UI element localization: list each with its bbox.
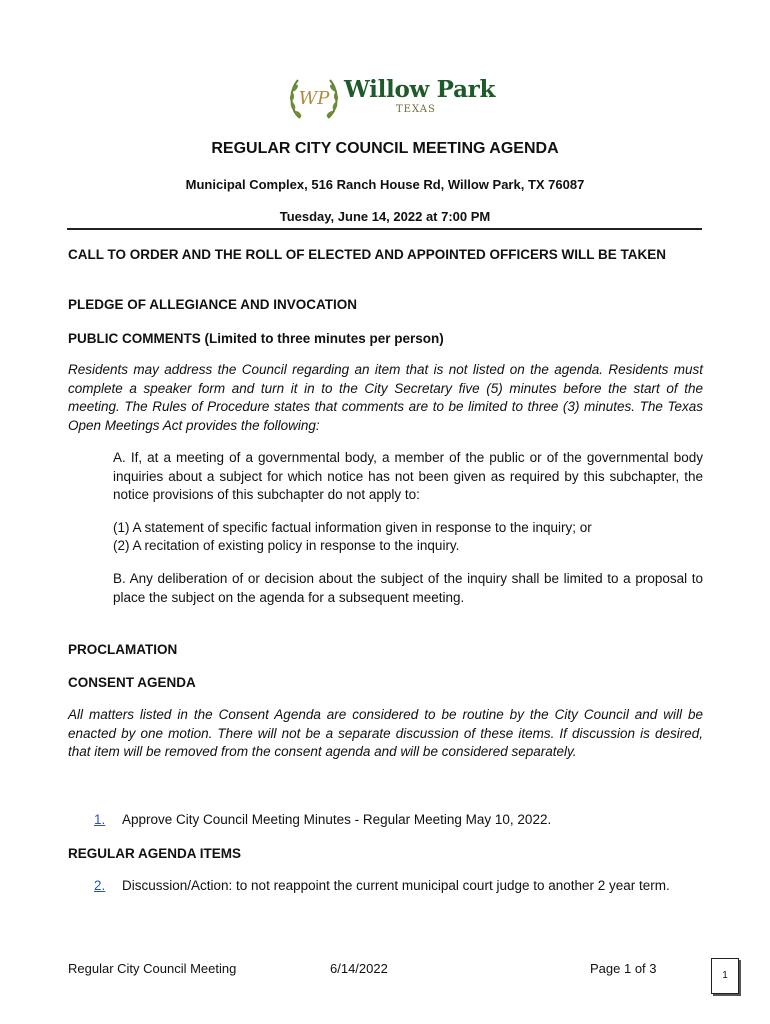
call-to-order-heading: CALL TO ORDER AND THE ROLL OF ELECTED AND APPOINTED OFFICERS WILL BE TAKEN <box>68 247 667 262</box>
item-text: Discussion/Action: to not reappoint the current municipal court judge to another 2 year term. <box>122 878 670 893</box>
page-number-box: 1 <box>711 958 739 994</box>
wreath-emblem-icon <box>286 70 342 126</box>
quote-2: (2) A recitation of existing policy in response to the inquiry. <box>113 538 460 553</box>
item-number-link[interactable]: 2. <box>94 878 106 893</box>
svg-text:WP: WP <box>298 88 330 109</box>
quote-1: (1) A statement of specific factual information given in response to the inquiry; or <box>113 520 592 535</box>
meeting-location: Municipal Complex, 516 Ranch House Rd, Willow Park, TX 76087 <box>185 177 585 192</box>
pledge-heading: PLEDGE OF ALLEGIANCE AND INVOCATION <box>68 297 358 312</box>
footer-date: 6/14/2022 <box>330 961 388 976</box>
quote-b: B. Any deliberation of or decision about the subject of the inquiry shall be limited to a proposal to place the subject on the agenda for a subsequent meeting. <box>113 571 703 605</box>
proclamation-heading: PROCLAMATION <box>68 642 178 657</box>
public-comments-text: Residents may address the Council regarding an item that is not listed on the agenda. Residents must complete a speaker form and turn it in to the City Secretary five (5) minutes before the start of the meeting. The Rules of Procedure states that comments are to be limited to three (3) minutes. The Texas Open Meetings Act provides the following: <box>68 362 703 433</box>
page-title: REGULAR CITY COUNCIL MEETING AGENDA <box>211 140 559 157</box>
quote-a: A. If, at a meeting of a governmental body, a member of the public or of the governmental body inquiries about a subject for which notice has not been given as required by this subchapter, the notice provisions of this subchapter do not apply to: <box>113 450 703 502</box>
footer-meeting-name: Regular City Council Meeting <box>68 961 237 976</box>
regular-agenda-heading: REGULAR AGENDA ITEMS <box>68 846 242 861</box>
city-logo <box>286 70 496 126</box>
meeting-datetime: Tuesday, June 14, 2022 at 7:00 PM <box>279 209 491 224</box>
footer-page: Page 1 of 3 <box>590 961 657 976</box>
consent-agenda-text: All matters listed in the Consent Agenda are considered to be routine by the City Council and will be enacted by one motion. There will not be a separate discussion of these items. If discussion is desired, that item will be removed from the consent agenda and will be considered separately. <box>68 707 703 759</box>
list-item <box>94 811 704 830</box>
logo-name: Willow Park <box>344 76 496 103</box>
item-text: Approve City Council Meeting Minutes - Regular Meeting May 10, 2022. <box>122 812 552 827</box>
header-divider <box>67 228 702 230</box>
consent-agenda-heading: CONSENT AGENDA <box>68 675 196 690</box>
item-number-link[interactable]: 1. <box>94 812 106 827</box>
list-item <box>94 877 704 896</box>
logo-subtitle: TEXAS <box>396 104 436 115</box>
public-comments-heading: PUBLIC COMMENTS (Limited to three minutes per person) <box>68 331 444 346</box>
